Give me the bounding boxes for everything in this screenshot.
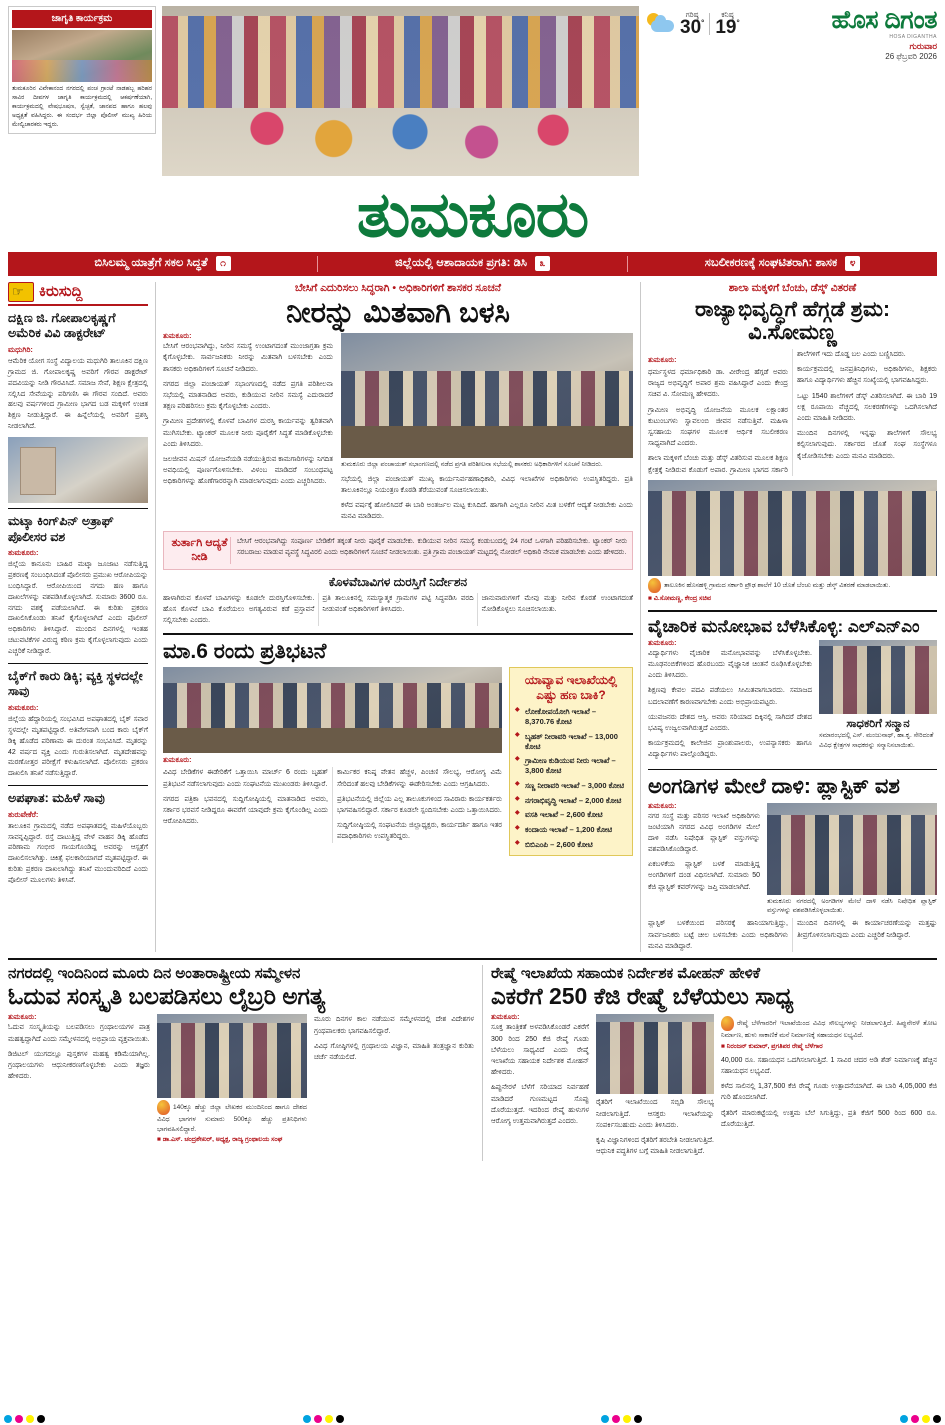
lead-highlight-box [163,531,633,569]
protest-para: ಸುದ್ದಿಗೋಷ್ಠಿಯಲ್ಲಿ ಸಂಘಟನೆಯ ಜಿಲ್ಲಾಧ್ಯಕ್ಷರು, ಕಾರ್ಯದರ್ಶಿ ಹಾಗೂ ಇತರ ಪದಾಧಿಕಾರಿಗಳು ಉಪಸ್ಥಿತರಿದ್ದರು. [337,822,502,841]
brief-headline: ದಕ್ಷಿಣ ಜಿ. ಗೋಪಾಲಕೃಷ್ಣಗೆ ಅಮೆರಿಕ ವಿವಿ ಡಾಕ್ಟರೇಟ್ [8,310,116,341]
masthead [8,6,937,184]
weather-divider [709,13,710,35]
silk-para: ಕಳೆದ ಸಾಲಿನಲ್ಲಿ 1,37,500 ಕೆಜಿ ರೇಷ್ಮೆ ಗೂಡು ಉತ್ಪಾದನೆಯಾಗಿದೆ. ಈ ಬಾರಿ 4,05,000 ಕೆಜಿ ಗುರಿ ಹೊಂದಲಾಗಿದೆ. [721,1083,937,1102]
pointing-hand-icon [8,282,34,302]
somanna-kicker: ಶಾಲಾ ಮಕ್ಕಳಿಗೆ ಬೆಂಚು, ಡೆಸ್ಕ್ ವಿತರಣೆ [728,281,857,294]
plastic-para: ಪ್ಲಾಸ್ಟಿಕ್ ಬಳಕೆಯಿಂದ ಪರಿಸರಕ್ಕೆ ಹಾನಿಯಾಗುತ್ತಿದ್ದು, ಸಾರ್ವಜನಿಕರು ಬಟ್ಟೆ ಚೀಲ ಬಳಸಬೇಕು ಎಂದು ಅಧಿಕಾರಿಗಳು ಮನವಿ ಮಾಡಿದ್ದಾರೆ. [648,920,788,950]
index-bar [8,252,937,276]
silk-kicker: ರೇಷ್ಮೆ ಇಲಾಖೆಯ ಸಹಾಯಕ ನಿರ್ದೇಶಕ ಮೋಹನ್ ಹೇಳಿಕೆ [491,964,761,982]
main-content [8,282,937,952]
brief-headline: ಅಪಘಾತ: ಮಹಿಳೆ ಸಾವು [8,791,105,806]
lead-dateline: ತುಮಕೂರು: [163,333,192,341]
somanna-headline: ರಾಜ್ಯಾಭಿವೃದ್ಧಿಗೆ ಹೆಗ್ಗಡೆ ಶ್ರಮ: ವಿ.ಸೋಮಣ್ಣ [695,297,890,344]
budget-box [509,667,633,855]
somanna-photo-caption: ತಾಲೂಕಿನ ಹೊಸಹಳ್ಳಿ ಗ್ರಾಮದ ಸರ್ಕಾರಿ ಪ್ರೌಢ ಶಾಲೆಗೆ 10 ಜೊತೆ ಬೆಂಚು ಮತ್ತು ಡೆಸ್ಕ್ ವಿತರಣೆ ಮಾಡಲಾಯಿತು. [648,578,937,593]
silk-photo [596,1014,714,1094]
budget-item: ◆ ವಸತಿ ಇಲಾಖೆ – 2,600 ಕೋಟಿ [515,810,627,820]
lnm-headline: ವೈಚಾರಿಕ ಮನೋಭಾವ ಬೆಳೆಸಿಕೊಳ್ಳಿ: ಎಲ್‌ಎನ್‌ಎಂ [648,616,920,636]
plastic-headline: ಅಂಗಡಿಗಳ ಮೇಲೆ ದಾಳಿ: ಪ್ಲಾಸ್ಟಿಕ್ ವಶ [648,775,900,799]
somanna-photo [648,480,937,576]
weather-min-value: 19° [715,17,740,39]
index-item-3-text: ಸಬಲೀಕರಣಕ್ಕೆ ಸಂಘಟಿತರಾಗಿ: ಶಾಸಕ [704,257,838,270]
protest-dateline: ತುಮಕೂರು: [163,757,192,765]
right-column [648,282,937,952]
color-dots-center2 [601,1415,642,1423]
publication-logo: ಹೊಸ ದಿಗಂತ [831,6,937,34]
lead-photo-caption: ತುಮಕೂರು ಜಿಲ್ಲಾ ಪಂಚಾಯತ್ ಸಭಾಂಗಣದಲ್ಲಿ ನಡೆದ ಪ್ರಗತಿ ಪರಿಶೀಲನಾ ಸಭೆಯಲ್ಲಿ ಶಾಸಕರು ಅಧಿಕಾರಿಗಳಿಗೆ ಸೂಚನೆ ನೀಡಿದರು. [341,461,603,469]
silk-para: ರೈತರಿಗೆ ಇಲಾಖೆಯಿಂದ ಸಬ್ಸಿಡಿ ಸೌಲಭ್ಯ ನೀಡಲಾಗುತ್ತಿದೆ. ಆಸಕ್ತರು ಇಲಾಖೆಯನ್ನು ಸಂಪರ್ಕಿಸಬಹುದು ಎಂದು ತಿಳಿಸಿದರು. [596,1099,714,1129]
brief-dateline: ತುಮಕೂರು: [8,548,39,558]
color-dots-left [4,1415,45,1423]
promo-photo [12,30,152,82]
award-text: ಸಮಾರಂಭದಲ್ಲಿ ಎಸ್. ಮಂಜುನಾಥ್, ಹಾ.ಕೃ. ಸೇರಿದಂತೆ ವಿವಿಧ ಕ್ಷೇತ್ರಗಳ ಸಾಧಕರನ್ನು ಸನ್ಮಾನಿಸಲಾಯಿತು. [819,731,934,749]
somanna-credit: ■ ವಿ.ಸೋಮಣ್ಣ, ಕೇಂದ್ರ ಸಚಿವ [648,594,712,602]
library-para: ಓದುವ ಸಂಸ್ಕೃತಿಯನ್ನು ಬಲಪಡಿಸಲು ಗ್ರಂಥಾಲಯಗಳ ಪಾತ್ರ ಮಹತ್ವದ್ದಾಗಿದೆ ಎಂದು ಸಮ್ಮೇಳನದಲ್ಲಿ ಅಭಿಪ್ರಾಯ ವ್ಯಕ್ತವಾಯಿತು. [8,1024,150,1043]
index-item-1[interactable] [8,256,317,271]
lead-column [163,282,633,952]
silk-credit: ■ ನಿರಂಜನ್ ಕುಮಾರ್, ಪ್ರಗತಿಪರ ರೇಷ್ಮೆ ಬೆಳೆಗಾರ [721,1042,823,1050]
library-para: ಮೂರು ದಿನಗಳ ಕಾಲ ನಡೆಯುವ ಸಮ್ಮೇಳನದಲ್ಲಿ ದೇಶ ವಿದೇಶಗಳ ಗ್ರಂಥಪಾಲಕರು ಭಾಗವಹಿಸಲಿದ್ದಾರೆ. [314,1016,474,1035]
masthead-right [645,6,937,62]
budget-item: ◆ ಬಿಬಿಎಂಪಿ – 2,600 ಕೋಟಿ [515,840,627,850]
silk-para: ಸೂಕ್ತ ತಾಂತ್ರಿಕತೆ ಅಳವಡಿಸಿಕೊಂಡರೆ ಎಕರೆಗೆ 300 ರಿಂದ 250 ಕೆಜಿ ರೇಷ್ಮೆ ಗೂಡು ಬೆಳೆಯಲು ಸಾಧ್ಯವಿದೆ ಎಂದು ರೇಷ್ಮೆ ಇಲಾಖೆಯ ಸಹಾಯಕ ನಿರ್ದೇಶಕ ಮೋಹನ್ ಹೇಳಿದರು. [491,1024,589,1077]
protest-headline: ಮಾ.6 ರಂದು ಪ್ರತಿಭಟನೆ [163,640,327,664]
brief-dateline: ತುರುವೇಕೆರೆ: [8,809,39,819]
silk-para: 40,000 ರೂ. ಸಹಾಯಧನ ಒದಗಿಸಲಾಗುತ್ತಿದೆ. 1 ಸಾವಿರ ಚದರ ಅಡಿ ಶೆಡ್ ನಿರ್ಮಾಣಕ್ಕೆ ಹೆಚ್ಚಿನ ಸಹಾಯಧನ ಲಭ್ಯವಿದೆ. [721,1056,937,1076]
weather-max [680,11,704,38]
library-headline: ಓದುವ ಸಂಸ್ಕೃತಿ ಬಲಪಡಿಸಲು ಲೈಬ್ರರಿ ಅಗತ್ಯ [8,983,326,1010]
briefs-title: ಕಿರುಸುದ್ದಿ [39,283,83,301]
plastic-dateline: ತುಮಕೂರು: [648,802,677,810]
silk-highlight: ರೇಷ್ಮೆ ಬೆಳೆಗಾರರಿಗೆ ಇಲಾಖೆಯಿಂದ ವಿವಿಧ ಸೌಲಭ್ಯಗಳನ್ನು ನೀಡಲಾಗುತ್ತಿದೆ. ಹಿಪ್ಪುನೇರಳೆ ತೋಟ ನಿರ್ಮಾಣ, ಹುಳು ಸಾಕಾಣಿಕೆ ಮನೆ ನಿರ್ಮಾಣಕ್ಕೆ ಸಹಾಯಧನ ಲಭ್ಯವಿದೆ. [721,1016,937,1040]
protest-photo [163,667,502,753]
masthead-promo-box [8,6,156,134]
brief-dateline: ಮಧುಗಿರಿ: [8,345,33,355]
library-dateline: ತುಮಕೂರು: [8,1014,37,1022]
protest-para: ನಗರದ ಪತ್ರಿಕಾ ಭವನದಲ್ಲಿ ಸುದ್ದಿಗೋಷ್ಠಿಯಲ್ಲಿ ಮಾತನಾಡಿದ ಅವರು, ಸರ್ಕಾರ ಭರವಸೆ ನೀಡಿದ್ದರೂ ಈವರೆಗೆ ಯಾವುದೇ ಕ್ರಮ ಕೈಗೊಂಡಿಲ್ಲ ಎಂದು ಆರೋಪಿಸಿದರು. [163,795,328,826]
budget-item: ◆ ಬೃಹತ್ ನೀರಾವರಿ ಇಲಾಖೆ – 13,000 ಕೋಟಿ [515,732,627,752]
lead-para: ಸಭೆಯಲ್ಲಿ ಜಿಲ್ಲಾ ಪಂಚಾಯತ್ ಮುಖ್ಯ ಕಾರ್ಯನಿರ್ವಹಣಾಧಿಕಾರಿ, ವಿವಿಧ ಇಲಾಖೆಗಳ ಅಧಿಕಾರಿಗಳು ಉಪಸ್ಥಿತರಿದ್ದರು. ಪ್ರತಿ ತಾಲೂಕಿನಲ್ಲೂ ನಿಯಂತ್ರಣ ಕೊಠಡಿ ತೆರೆಯುವಂತೆ ಸೂಚಿಸಲಾಯಿತು. [341,475,633,494]
weather-widget [645,6,937,40]
somanna-para: ಕಾರ್ಯಕ್ರಮದಲ್ಲಿ ಜನಪ್ರತಿನಿಧಿಗಳು, ಅಧಿಕಾರಿಗಳು, ಶಿಕ್ಷಕರು ಹಾಗೂ ವಿದ್ಯಾರ್ಥಿಗಳು ಹೆಚ್ಚಿನ ಸಂಖ್ಯೆಯಲ್ಲಿ ಭಾಗವಹಿಸಿದ್ದರು. [797,366,937,385]
color-dots-center [303,1415,344,1423]
column-divider [640,282,641,952]
lead-subhead: ಕೊಳವೆಬಾವಿಗಳ ದುರಸ್ತಿಗೆ ನಿರ್ದೇಶನ [328,574,468,589]
plastic-photo [767,803,937,895]
lead-sub-para: ಹಾಳಾಗಿರುವ ಕೊಳವೆ ಬಾವಿಗಳನ್ನು ಕೂಡಲೇ ದುರಸ್ತಿಗೊಳಿಸಬೇಕು. ಹೊಸ ಕೊಳವೆ ಬಾವಿ ಕೊರೆಯಲು ಅಗತ್ಯವಿರುವ ಕಡೆ ಪ್ರಸ್ತಾವನೆ ಸಲ್ಲಿಸಬೇಕು ಎಂದರು. [163,594,315,625]
mango-icon [648,578,661,593]
library-photo [157,1014,307,1098]
weekday: ಗುರುವಾರ [909,41,937,51]
plastic-para: ಮುಂದಿನ ದಿನಗಳಲ್ಲಿ ಈ ಕಾರ್ಯಾಚರಣೆಯನ್ನು ಮತ್ತಷ್ಟು ತೀವ್ರಗೊಳಿಸಲಾಗುವುದು ಎಂದು ಎಚ್ಚರಿಕೆ ನೀಡಿದ್ದಾರೆ. [797,920,937,939]
award-title: ಸಾಧಕರಿಗೆ ಸನ್ಮಾನ [846,717,910,730]
somanna-para: ಗ್ರಾಮೀಣ ಅಭಿವೃದ್ಧಿ ಯೋಜನೆಯ ಮೂಲಕ ಲಕ್ಷಾಂತರ ಕುಟುಂಬಗಳು ಸ್ವಾವಲಂಬಿ ಜೀವನ ನಡೆಸುತ್ತಿವೆ. ಮಹಿಳಾ ಸ್ವಸಹಾಯ ಸಂಘಗಳ ಮೂಲಕ ಆರ್ಥಿಕ ಸಬಲೀಕರಣ ಸಾಧ್ಯವಾಗಿದೆ ಎಂದರು. [648,406,788,448]
budget-box-title: ಯಾವ್ಯಾವ ಇಲಾಖೆಯಲ್ಲಿ ಎಷ್ಟು ಹಣ ಬಾಕಿ? [524,673,618,702]
silk-para: ಕೃಷಿ ವಿಜ್ಞಾನಿಗಳಿಂದ ರೈತರಿಗೆ ತರಬೇತಿ ನೀಡಲಾಗುತ್ತಿದೆ. ಆಧುನಿಕ ಪದ್ಧತಿಗಳ ಬಗ್ಗೆ ಮಾಹಿತಿ ನೀಡಲಾಗುತ್ತಿದೆ. [596,1137,714,1156]
brief-text: ಜಿಲ್ಲೆಯ ಕಾನೂನು ಬಾಹಿರ ಮಟ್ಕಾ ಜೂಜಾಟ ನಡೆಸುತ್ತಿದ್ದ ಪ್ರಕರಣಕ್ಕೆ ಸಂಬಂಧಿಸಿದಂತೆ ಪೊಲೀಸರು ಪ್ರಮುಖ ಆರೋಪಿಯನ್ನು ಬಂಧಿಸಿದ್ದಾರೆ. ಆರೋಪಿಯಿಂದ ನಗದು ಹಣ ಹಾಗೂ ದಾಖಲೆಗಳನ್ನು ವಶಪಡಿಸಿಕೊಳ್ಳಲಾಗಿದೆ. ಸುಮಾರು 3600 ರೂ. ನಗದು ವಶಕ್ಕೆ ಪಡೆಯಲಾಗಿದೆ. ಈ ಕುರಿತು ಪ್ರಕರಣ ದಾಖಲಿಸಿಕೊಂಡು ತನಿಖೆ ಕೈಗೊಳ್ಳಲಾಗಿದೆ ಎಂದು ಪೊಲೀಸ್ ಅಧಿಕಾರಿಗಳು ತಿಳಿಸಿದ್ದಾರೆ. ಮುಂದಿನ ದಿನಗಳಲ್ಲಿ ಇಂತಹ ಚಟುವಟಿಕೆಗಳ ವಿರುದ್ಧ ಕಠಿಣ ಕ್ರಮ ಕೈಗೊಳ್ಳಲಾಗುವುದು ಎಂದು ಎಚ್ಚರಿಕೆ ನೀಡಿದ್ದಾರೆ. [8,561,148,655]
brief-headline: ಮಟ್ಕಾ ಕಿಂಗ್‌ಪಿನ್ ಅತ್ರಾಫ್ ಪೊಲೀಸರ ವಶ [8,514,114,544]
weather-max-label: ಗರಿಷ್ಠ [685,9,699,19]
mango-icon [721,1016,734,1031]
briefs-header [8,282,148,306]
column-divider [482,965,483,1161]
highlight-tag: ತುರ್ತಾಗಿ ಆದ್ಯತೆ ನೀಡಿ [169,537,231,563]
lead-para: ನಗರದ ಜಿಲ್ಲಾ ಪಂಚಾಯತ್ ಸಭಾಂಗಣದಲ್ಲಿ ನಡೆದ ಪ್ರಗತಿ ಪರಿಶೀಲನಾ ಸಭೆಯಲ್ಲಿ ಮಾತನಾಡಿದ ಅವರು, ಕುಡಿಯುವ ನೀರಿನ ಸಮಸ್ಯೆ ಎದುರಾದರೆ ತಕ್ಷಣ ಪರಿಹರಿಸಲು ಕ್ರಮ ಕೈಗೊಳ್ಳಬೇಕು ಎಂದರು. [163,380,333,411]
library-credit: ■ ಡಾ.ಎಸ್. ಚಂದ್ರಶೇಖರ್, ಅಧ್ಯಕ್ಷ, ರಾಜ್ಯ ಗ್ರಂಥಾಲಯ ಸಂಘ [157,1136,283,1144]
column-divider [155,282,156,952]
lead-para: ಜಲಜೀವನ ಮಿಷನ್ ಯೋಜನೆಯಡಿ ನಡೆಯುತ್ತಿರುವ ಕಾಮಗಾರಿಗಳನ್ನು ನಿಗದಿತ ಅವಧಿಯಲ್ಲಿ ಪೂರ್ಣಗೊಳಿಸಬೇಕು. ವಿಳಂಬ ಮಾಡಿದರೆ ಸಂಬಂಧಪಟ್ಟ ಅಧಿಕಾರಿಗಳನ್ನು ಹೊಣೆಗಾರರನ್ನಾಗಿ ಮಾಡಲಾಗುವುದು ಎಂದು ಎಚ್ಚರಿಸಿದರು. [163,455,333,486]
weather-max-value: 30° [680,17,705,39]
lead-sub-para: ಜಾನುವಾರುಗಳಿಗೆ ಮೇವು ಮತ್ತು ನೀರಿನ ಕೊರತೆ ಉಂಟಾಗದಂತೆ ನೋಡಿಕೊಳ್ಳಲು ಸೂಚಿಸಲಾಯಿತು. [481,594,633,614]
silk-para: ಹಿಪ್ಪುನೇರಳೆ ಬೆಳೆಗೆ ಸರಿಯಾದ ನಿರ್ವಹಣೆ ಮಾಡಿದರೆ ಗುಣಮಟ್ಟದ ಸೊಪ್ಪು ದೊರೆಯುತ್ತದೆ. ಇದರಿಂದ ರೇಷ್ಮೆ ಹುಳುಗಳ ಆರೋಗ್ಯ ಉತ್ತಮವಾಗಿರುತ್ತದೆ ಎಂದರು. [491,1084,589,1125]
index-item-2[interactable] [318,256,627,271]
index-item-2-page: ೩ [535,256,550,271]
lnm-dateline: ತುಮಕೂರು: [648,639,677,647]
protest-para: ಪ್ರತಿಭಟನೆಯಲ್ಲಿ ಜಿಲ್ಲೆಯ ಎಲ್ಲ ತಾಲೂಕುಗಳಿಂದ ಸಾವಿರಾರು ಕಾರ್ಯಕರ್ತರು ಭಾಗವಹಿಸಲಿದ್ದಾರೆ. ಸರ್ಕಾರ ಕೂಡಲೇ ಸ್ಪಂದಿಸಬೇಕು ಎಂದು ಒತ್ತಾಯಿಸಿದರು. [337,795,502,815]
lnm-para: ವಿದ್ಯಾರ್ಥಿಗಳು ವೈಚಾರಿಕ ಮನೋಭಾವವನ್ನು ಬೆಳೆಸಿಕೊಳ್ಳಬೇಕು. ಮೂಢನಂಬಿಕೆಗಳಿಂದ ಹೊರಬಂದು ವೈಜ್ಞಾನಿಕ ಚಿಂತನೆ ರೂಢಿಸಿಕೊಳ್ಳಬೇಕು ಎಂದು ತಿಳಿಸಿದರು. [648,649,812,680]
budget-item: ◆ ಸಣ್ಣ ನೀರಾವರಿ ಇಲಾಖೆ – 3,000 ಕೋಟಿ [515,781,627,791]
plastic-para: ಏಕಬಳಕೆಯ ಪ್ಲಾಸ್ಟಿಕ್ ಬಳಕೆ ಮಾಡುತ್ತಿದ್ದ ಅಂಗಡಿಗಳಿಗೆ ದಂಡ ವಿಧಿಸಲಾಗಿದೆ. ಸುಮಾರು 50 ಕೆಜಿ ಪ್ಲಾಸ್ಟಿಕ್ ಕವರ್‌ಗಳನ್ನು ಜಪ್ತಿ ಮಾಡಲಾಗಿದೆ. [648,861,760,891]
index-item-3-page: ೪ [845,256,860,271]
somanna-para: ಮುಂದಿನ ದಿನಗಳಲ್ಲಿ ಇನ್ನಷ್ಟು ಶಾಲೆಗಳಿಗೆ ಸೌಲಭ್ಯ ಕಲ್ಪಿಸಲಾಗುವುದು. ಸರ್ಕಾರದ ಜೊತೆ ಸಂಘ ಸಂಸ್ಥೆಗಳೂ ಕೈಜೋಡಿಸಬೇಕು ಎಂದು ಮನವಿ ಮಾಡಿದರು. [797,430,937,460]
brief-text: ಆಮೆರಿಕ ಯೋಗ ಸಂಸ್ಥೆ ವಿದ್ಯಾಲಯ ಮಧುಗಿರಿ ತಾಲೂಕಿನ ದಕ್ಷಿಣ ಗ್ರಾಮದ ಜಿ. ಗೋಪಾಲಕೃಷ್ಣ ಅವರಿಗೆ ಗೌರವ ಡಾಕ್ಟರೇಟ್ ಪದವಿಯನ್ನು ನೀಡಿ ಗೌರವಿಸಿದೆ. ಸಮಾಜ ಸೇವೆ, ಶಿಕ್ಷಣ ಕ್ಷೇತ್ರದಲ್ಲಿ ಸಲ್ಲಿಸಿದ ಸೇವೆಯನ್ನು ಪರಿಗಣಿಸಿ ಈ ಗೌರವ ಸಂದಿದೆ. ಅವರು ಹಲವು ವರ್ಷಗಳಿಂದ ಗ್ರಾಮೀಣ ಭಾಗದ ಬಡ ಮಕ್ಕಳಿಗೆ ಉಚಿತ ಶಿಕ್ಷಣ ನೀಡುತ್ತಿದ್ದಾರೆ. ಈ ಹಿನ್ನೆಲೆಯಲ್ಲಿ ಅವರಿಗೆ ಪ್ರಶಸ್ತಿ ನೀಡಲಾಗಿದೆ. [8,358,148,431]
brief-item[interactable] [8,791,148,887]
lead-headline: ನೀರನ್ನು ಮಿತವಾಗಿ ಬಳಸಿ [286,296,510,329]
lnm-para: ಶಿಕ್ಷಣವು ಕೇವಲ ಪದವಿ ಪಡೆಯಲು ಸೀಮಿತವಾಗಬಾರದು. ಸಮಾಜದ ಬದಲಾವಣೆಗೆ ಕಾರಣವಾಗಬೇಕು ಎಂದು ಅಭಿಪ್ರಾಯಪಟ್ಟರು. [648,687,812,706]
lead-para: ಬೇಸಿಗೆ ಆರಂಭವಾಗಿದ್ದು, ನೀರಿನ ಸಮಸ್ಯೆ ಉಂಟಾಗದಂತೆ ಮುಂಜಾಗ್ರತಾ ಕ್ರಮ ಕೈಗೊಳ್ಳಬೇಕು. ಸಾರ್ವಜನಿಕರು ನೀರನ್ನು ಮಿತವಾಗಿ ಬಳಸಬೇಕು ಎಂದು ಶಾಸಕರು ಅಧಿಕಾರಿಗಳಿಗೆ ಸೂಚನೆ ನೀಡಿದರು. [163,343,333,373]
library-para: ವಿವಿಧ ಗೋಷ್ಠಿಗಳಲ್ಲಿ ಗ್ರಂಥಾಲಯ ವಿಜ್ಞಾನ, ಮಾಹಿತಿ ತಂತ್ರಜ್ಞಾನ ಕುರಿತು ಚರ್ಚೆ ನಡೆಯಲಿದೆ. [314,1042,474,1062]
brief-headline: ಬೈಕ್‌ಗೆ ಕಾರು ಡಿಕ್ಕಿ; ವ್ಯಕ್ತಿ ಸ್ಥಳದಲ್ಲೇ ಸಾವು [8,668,143,699]
library-highlight: 140ಕ್ಕೂ ಹೆಚ್ಚು ಜಿಲ್ಲಾ ಲೇಖಕರ ಮುಂದಿನಿಂದ ಹಾಗೂ ದೇಶದ ವಿವಿಧ ಭಾಗಗಳ ಸುಮಾರು 500ಕ್ಕೂ ಹೆಚ್ಚು ಪ್ರತಿನಿಧಿಗಳು ಭಾಗವಹಿಸಲಿದ್ದಾರೆ. [157,1100,307,1134]
edition-title: ತುಮಕೂರು [356,180,589,250]
library-kicker: ನಗರದಲ್ಲಿ ಇಂದಿನಿಂದ ಮೂರು ದಿನ ಅಂತಾರಾಷ್ಟ್ರೀಯ ಸಮ್ಮೇಳನ [8,964,301,982]
protest-para: ವಿವಿಧ ಬೇಡಿಕೆಗಳ ಈಡೇರಿಕೆಗೆ ಒತ್ತಾಯಿಸಿ ಮಾರ್ಚ್ 6 ರಂದು ಬೃಹತ್ ಪ್ರತಿಭಟನೆ ನಡೆಸಲಾಗುವುದು ಎಂದು ಸಂಘಟನೆಯ ಮುಖಂಡರು ತಿಳಿಸಿದ್ದಾರೆ. [163,769,328,788]
index-item-3[interactable] [628,256,937,271]
brief-item[interactable] [8,311,148,503]
lnm-para: ಕಾರ್ಯಕ್ರಮದಲ್ಲಿ ಕಾಲೇಜಿನ ಪ್ರಾಂಶುಪಾಲರು, ಉಪನ್ಯಾಸಕರು ಹಾಗೂ ವಿದ್ಯಾರ್ಥಿಗಳು ಪಾಲ್ಗೊಂಡಿದ್ದರು. [648,740,812,759]
lnm-para: ಯುವಜನರು ದೇಶದ ಆಸ್ತಿ. ಅವರು ಸರಿಯಾದ ದಿಕ್ಕಿನಲ್ಲಿ ಸಾಗಿದರೆ ದೇಶದ ಭವಿಷ್ಯ ಉಜ್ವಲವಾಗಿರುತ್ತದೆ ಎಂದರು. [648,713,812,732]
plastic-para: ನಗರ ಸಂಸ್ಥೆ ಮತ್ತು ಪರಿಸರ ಇಲಾಖೆ ಅಧಿಕಾರಿಗಳು ಜಂಟಿಯಾಗಿ ನಗರದ ವಿವಿಧ ಅಂಗಡಿಗಳ ಮೇಲೆ ದಾಳಿ ನಡೆಸಿ ನಿಷೇಧಿತ ಪ್ಲಾಸ್ಟಿಕ್ ವಸ್ತುಗಳನ್ನು ವಶಪಡಿಸಿಕೊಂಡಿದ್ದಾರೆ. [648,812,760,854]
library-story [8,965,474,1161]
highlight-text: ಬೇಸಿಗೆ ಆರಂಭವಾಗಿದ್ದು ಸಂಪೂರ್ಣ ಬೇಡಿಕೆಗೆ ತಕ್ಕಂತೆ ನೀರು ಪೂರೈಕೆ ಮಾಡಬೇಕು. ಕುಡಿಯುವ ನೀರಿನ ಸಮಸ್ಯೆ ಕಂಡುಬಂದಲ್ಲಿ 24 ಗಂಟೆ ಒಳಗಾಗಿ ಪರಿಹರಿಸಬೇಕು. ಟ್ಯಾಂಕರ್ ನೀರು ಸರಬರಾಜು ಮಾಡುವ ವ್ಯವಸ್ಥೆ ಸಿದ್ಧವಿರಲಿ ಎಂದು ಅಧಿಕಾರಿಗಳಿಗೆ ಸೂಚನೆ ನೀಡಲಾಯಿತು. ಪ್ರತಿ ಗ್ರಾಮ ಪಂಚಾಯತ್ ಮಟ್ಟದಲ್ಲಿ ನೋಡಲ್ ಅಧಿಕಾರಿ ನೇಮಕ ಮಾಡಬೇಕು ಎಂದು ಹೇಳಿದರು. [237,538,627,556]
plastic-photo-caption: ತುಮಕೂರು ನಗರದಲ್ಲಿ ಅಂಗಡಿಗಳ ಮೇಲೆ ದಾಳಿ ನಡೆಸಿ ನಿಷೇಧಿತ ಪ್ಲಾಸ್ಟಿಕ್ ವಸ್ತುಗಳನ್ನು ವಶಪಡಿಸಿಕೊಳ್ಳಲಾಯಿತು. [767,897,937,914]
budget-item: ◆ ಕಂದಾಯ ಇಲಾಖೆ – 1,200 ಕೋಟಿ [515,825,627,835]
sidebar-briefs [8,282,148,952]
somanna-para: ಶಾಲಾ ಮಕ್ಕಳಿಗೆ ಬೆಂಚು ಮತ್ತು ಡೆಸ್ಕ್ ವಿತರಿಸುವ ಮೂಲಕ ಶಿಕ್ಷಣ ಕ್ಷೇತ್ರಕ್ಕೆ ನೀಡಿರುವ ಕೊಡುಗೆ ಅಪಾರ. ಗ್ರಾಮೀಣ ಭಾಗದ ಸರ್ಕಾರಿ ಶಾಲೆಗಳಿಗೆ ಇದು ದೊಡ್ಡ ಬಲ ಎಂದು ಬಣ್ಣಿಸಿದರು. [648,351,906,474]
brief-item[interactable] [8,669,148,780]
silk-headline: ಎಕರೆಗೆ 250 ಕೆಜಿ ರೇಷ್ಮೆ ಬೆಳೆಯಲು ಸಾಧ್ಯ [491,983,794,1010]
brief-text: ತಾಲೂಕಿನ ಗ್ರಾಮದಲ್ಲಿ ನಡೆದ ಅಪಘಾತದಲ್ಲಿ ಮಹಿಳೆಯೊಬ್ಬರು ಸಾವನ್ನಪ್ಪಿದ್ದಾರೆ. ರಸ್ತೆ ದಾಟುತ್ತಿದ್ದ ವೇಳೆ ವಾಹನ ಡಿಕ್ಕಿ ಹೊಡೆದ ಪರಿಣಾಮ ಗಂಭೀರ ಗಾಯಗೊಂಡಿದ್ದ ಅವರನ್ನು ಆಸ್ಪತ್ರೆಗೆ ದಾಖಲಿಸಲಾಗಿತ್ತು. ಚಿಕಿತ್ಸೆ ಫಲಕಾರಿಯಾಗದೆ ಮೃತಪಟ್ಟಿದ್ದಾರೆ. ಈ ಕುರಿತು ಪ್ರಕರಣ ದಾಖಲಾಗಿದ್ದು ತನಿಖೆ ಮುಂದುವರಿದಿದೆ ಎಂದು ಪೊಲೀಸ್ ಮೂಲಗಳು ತಿಳಿಸಿವೆ. [8,822,148,884]
brief-item[interactable] [8,514,148,658]
lead-sub-para: ಪ್ರತಿ ತಾಲೂಕಿನಲ್ಲಿ ಸಮಸ್ಯಾತ್ಮಕ ಗ್ರಾಮಗಳ ಪಟ್ಟಿ ಸಿದ್ಧಪಡಿಸಿ ವರದಿ ನೀಡುವಂತೆ ಅಧಿಕಾರಿಗಳಿಗೆ ತಿಳಿಸಿದರು. [322,594,474,614]
budget-item: ◆ ಗ್ರಾಮೀಣ ಕುಡಿಯುವ ನೀರು ಇಲಾಖೆ – 3,800 ಕೋಟಿ [515,756,627,776]
brief-text: ಜಿಲ್ಲೆಯ ಹೆದ್ದಾರಿಯಲ್ಲಿ ಸಂಭವಿಸಿದ ಅಪಘಾತದಲ್ಲಿ ಬೈಕ್ ಸವಾರ ಸ್ಥಳದಲ್ಲೇ ಮೃತಪಟ್ಟಿದ್ದಾರೆ. ಅತಿವೇಗವಾಗಿ ಬಂದ ಕಾರು ಬೈಕ್‌ಗೆ ಡಿಕ್ಕಿ ಹೊಡೆದ ಪರಿಣಾಮ ಈ ದುರಂತ ಸಂಭವಿಸಿದೆ. ಮೃತರನ್ನು 42 ವರ್ಷದ ವ್ಯಕ್ತಿ ಎಂದು ಗುರುತಿಸಲಾಗಿದೆ. ಮೃತದೇಹವನ್ನು ಮರಣೋತ್ತರ ಪರೀಕ್ಷೆಗೆ ಕಳುಹಿಸಲಾಗಿದೆ. ಪೊಲೀಸರು ಪ್ರಕರಣ ದಾಖಲಿಸಿ ತನಿಖೆ ನಡೆಸುತ್ತಿದ್ದಾರೆ. [8,716,148,778]
promo-title: ಜಾಗೃತಿ ಕಾರ್ಯಕ್ರಮ [12,10,152,28]
budget-item: ◆ ಲೋಕೋಪಯೋಗಿ ಇಲಾಖೆ – 8,370.76 ಕೋಟಿ [515,707,627,727]
somanna-para: ಧರ್ಮಸ್ಥಳದ ಧರ್ಮಾಧಿಕಾರಿ ಡಾ. ವೀರೇಂದ್ರ ಹೆಗ್ಗಡೆ ಅವರು ರಾಜ್ಯದ ಅಭಿವೃದ್ಧಿಗೆ ಅಪಾರ ಶ್ರಮ ವಹಿಸಿದ್ದಾರೆ ಎಂದು ಕೇಂದ್ರ ಸಚಿವ ವಿ. ಸೋಮಣ್ಣ ಹೇಳಿದರು. [648,369,788,399]
lead-photo [341,333,633,458]
mango-icon [157,1100,170,1115]
library-para: ಡಿಜಿಟಲ್ ಯುಗದಲ್ಲೂ ಪುಸ್ತಕಗಳ ಮಹತ್ವ ಕಡಿಮೆಯಾಗಿಲ್ಲ. ಗ್ರಂಥಾಲಯಗಳು ಆಧುನೀಕರಣಗೊಳ್ಳಬೇಕು ಎಂದು ತಜ್ಞರು ಹೇಳಿದರು. [8,1050,150,1081]
somanna-dateline: ತುಮಕೂರು: [648,357,677,365]
index-item-1-page: ೧ [216,256,231,271]
index-item-1-text: ಬಿಸಿಲಮ್ಮ ಯಾತ್ರೆಗೆ ಸಕಲ ಸಿದ್ಧತೆ [94,257,208,270]
lnm-photo [819,640,937,714]
silk-para: ರೈತರಿಗೆ ಮಾರುಕಟ್ಟೆಯಲ್ಲಿ ಉತ್ತಮ ಬೆಲೆ ಸಿಗುತ್ತಿದ್ದು, ಪ್ರತಿ ಕೆಜಿಗೆ 500 ರಿಂದ 600 ರೂ. ದೊರೆಯುತ್ತಿದೆ. [721,1109,937,1128]
brief-photo [8,437,148,503]
color-registration-bar [0,1413,945,1425]
date-text: 26 ಫೆಬ್ರವರಿ 2026 [885,52,937,62]
bottom-section [8,965,937,1161]
sun-cloud-icon [645,12,675,36]
somanna-para: ಒಟ್ಟು 1540 ಶಾಲೆಗಳಿಗೆ ಡೆಸ್ಕ್ ವಿತರಿಸಲಾಗಿದೆ. ಈ ಬಾರಿ 19 ಲಕ್ಷ ರೂಪಾಯಿ ವೆಚ್ಚದಲ್ಲಿ ಸಲಕರಣೆಗಳನ್ನು ಒದಗಿಸಲಾಗಿದೆ ಎಂದು ಮಾಹಿತಿ ನೀಡಿದರು. [797,392,937,422]
masthead-main-photo [162,6,639,176]
lead-kicker: ಬೇಸಿಗೆ ಎದುರಿಸಲು ಸಿದ್ಧರಾಗಿ • ಅಧಿಕಾರಿಗಳಿಗೆ ಶಾಸಕರ ಸೂಚನೆ [294,281,501,294]
publication-logo-sub: HOSA DIGANTHA [889,34,937,40]
promo-text: ತುಮಕೂರಿನ ವಿವೇಕಾನಂದ ನಗರದಲ್ಲಿ ಪಂಚ ಗ್ರಾಂಟೆ ನಾಡಹಬ್ಬ ಹರಿಹರ ಸಾವಿರ ದೀಪಗಳ ಜಾಗೃತಿ ಕಾರ್ಯಕ್ರಮದಲ್ಲಿ ಆಕರ್ಷಣೆಯಾಗಿ, ಕಾರ್ಯಕ್ರಮದಲ್ಲಿ ವೇಷಭೂಷಣ, ಸ್ವೆಚ್ಛತೆ, ಜಾನಪದ ಹಾಗೂ ಹಲವು ಅಧ್ಯಕ್ಷತೆ ವಹಿಸಿದ್ದರು. ಈ ಸಂದರ್ಭ ಜಿಲ್ಲಾ ಪೊಲೀಸ್ ಮುಖ್ಯ ಹಿರಿಯ ಮೇಲ್ವಿಚಾರಕರು ಇದ್ದರು. [12,85,152,128]
silk-story [491,965,937,1161]
index-item-2-text: ಜಿಲ್ಲೆಯಲ್ಲಿ ಆಶಾದಾಯಕ ಪ್ರಗತಿ: ಡಿಸಿ [395,257,527,270]
lead-para: ಕಳೆದ ವರ್ಷಕ್ಕೆ ಹೋಲಿಸಿದರೆ ಈ ಬಾರಿ ಅಂತರ್ಜಲ ಮಟ್ಟ ಕುಸಿದಿದೆ. ಹಾಗಾಗಿ ಎಲ್ಲರೂ ನೀರಿನ ಮಿತ ಬಳಕೆಗೆ ಆದ್ಯತೆ ನೀಡಬೇಕು ಎಂದು ಮನವಿ ಮಾಡಿದರು. [341,502,633,521]
lead-para: ಗ್ರಾಮೀಣ ಪ್ರದೇಶಗಳಲ್ಲಿ ಕೊಳವೆ ಬಾವಿಗಳ ದುರಸ್ತಿ ಕಾರ್ಯವನ್ನು ತ್ವರಿತವಾಗಿ ಮುಗಿಸಬೇಕು. ಟ್ಯಾಂಕರ್ ಮೂಲಕ ನೀರು ಪೂರೈಕೆಗೆ ಸಿದ್ಧತೆ ಮಾಡಿಕೊಳ್ಳಬೇಕು ಎಂದು ತಿಳಿಸಿದರು. [163,418,333,448]
date-block [645,40,937,62]
budget-item: ◆ ನಗರಾಭಿವೃದ್ಧಿ ಇಲಾಖೆ – 2,000 ಕೋಟಿ [515,796,627,806]
brief-dateline: ತುಮಕೂರು: [8,703,39,713]
color-dots-right [900,1415,941,1423]
protest-para: ಕಾರ್ಮಿಕರ ಕನಿಷ್ಠ ವೇತನ ಹೆಚ್ಚಳ, ಪಿಂಚಣಿ ಸೌಲಭ್ಯ, ಆರೋಗ್ಯ ವಿಮೆ ಸೇರಿದಂತೆ ಹಲವು ಬೇಡಿಕೆಗಳನ್ನು ಈಡೇರಿಸಬೇಕು ಎಂದು ಆಗ್ರಹಿಸಿದರು. [337,769,502,788]
weather-min-label: ಕನಿಷ್ಠ [721,9,734,19]
weather-min [715,11,739,38]
silk-dateline: ತುಮಕೂರು: [491,1014,520,1022]
